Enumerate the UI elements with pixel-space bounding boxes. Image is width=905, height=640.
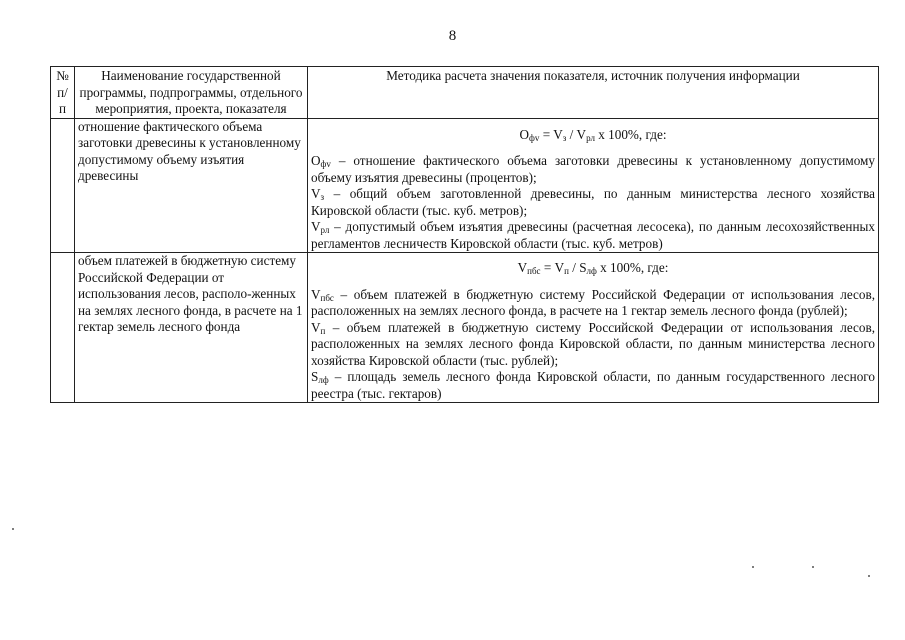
- definition: $V_з$ – общий объем заготовленной древесины, по данным министерства лесного хозяйства Кировской области (тыс. куб. метров);: [311, 186, 875, 218]
- formula: $V_{пбс} = V_п / S_{лф}$ x 100%, где:: [517, 260, 669, 276]
- scan-speck: [812, 566, 814, 568]
- definition: $О_{фv}$ – отношение фактического объема заготовки древесины к установленному допустимому объему изъятия древесины (процентов);: [311, 153, 875, 185]
- table-row: [51, 118, 879, 253]
- indicator-table: [50, 66, 879, 403]
- row-num: [51, 118, 75, 253]
- header-method: Методика расчета значения показателя, источник получения информации: [308, 67, 879, 119]
- page-number: 8: [448, 28, 457, 44]
- header-name: Наименование государственной программы, подпрограммы, отдельного мероприятия, проекта, показателя: [75, 67, 308, 119]
- formula: $О_{фv} = V_з / V_{рл}$ x 100%, где:: [519, 126, 667, 143]
- scan-speck: [12, 528, 14, 530]
- scan-speck: [868, 575, 870, 577]
- definition: $V_{пбс}$ – объем платежей в бюджетную систему Российской Федерации от использования лесов, расположенных на землях лесного фонда, в расчете на 1 гектар земель лесного фонда (рублей);: [311, 286, 875, 318]
- table-row: [51, 253, 879, 403]
- table-header-row: [51, 67, 879, 119]
- scan-speck: [752, 566, 754, 568]
- definition: $S_{лф}$ – площадь земель лесного фонда Кировской области, по данным государственного лесного реестра (тыс. гектаров): [311, 369, 875, 401]
- method-cell: [308, 253, 879, 403]
- definition: $V_{рл}$ – допустимый объем изъятия древесины (расчетная лесосека), по данным лесохозяйственных регламентов лесничеств Кировской области (тыс. куб. метров): [311, 219, 875, 251]
- method-cell: [308, 118, 879, 253]
- header-num: № п/п: [51, 67, 75, 119]
- indicator-name: объем платежей в бюджетную систему Российской Федерации от использования лесов, располо-женных на землях лесного фонда, в расчете на 1 гектар земель лесного фонда: [75, 253, 308, 403]
- row-num: [51, 253, 75, 403]
- indicator-name: отношение фактического объема заготовки древесины к установленному допустимому объему изъятия древесины: [75, 118, 308, 253]
- definition: $V_п$ – объем платежей в бюджетную систему Российской Федерации от использования лесов, расположенных на землях лесного фонда Кировской области, по данным министерства лесного хозяйства Кировской области (тыс. рублей);: [311, 319, 875, 368]
